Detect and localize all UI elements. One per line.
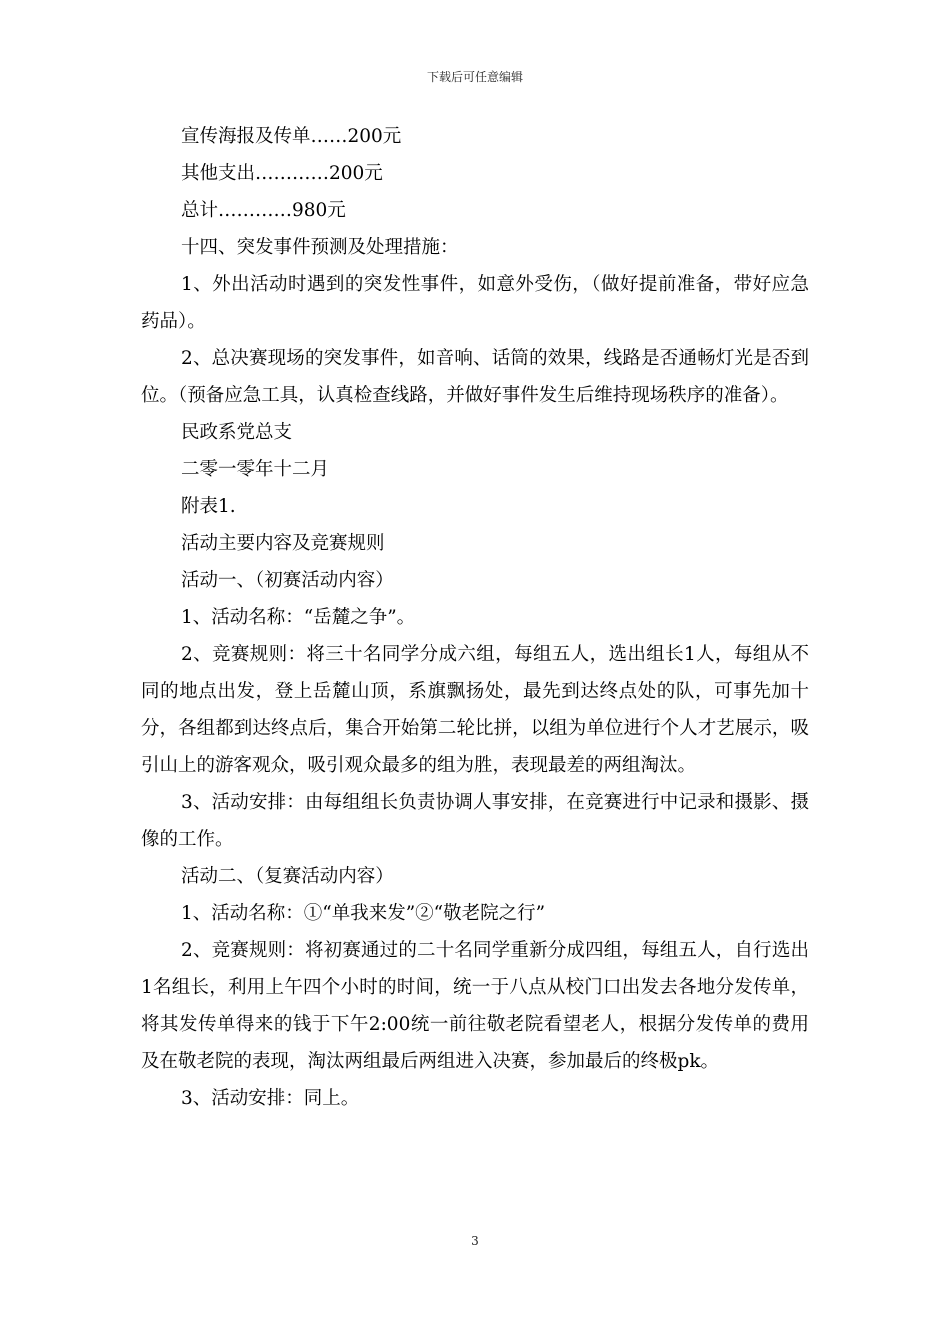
budget-line-other: 其他支出…………200元: [181, 163, 383, 184]
page-header: 下载后可任意编辑: [426, 70, 523, 84]
budget-line-total: 总计…………980元: [181, 200, 346, 221]
document-body: [141, 118, 809, 1117]
activity-one-name: 1、活动名称：“岳麓之争”。: [181, 607, 416, 628]
appendix-label: 附表1.: [181, 496, 236, 517]
signature-organization: 民政系党总支: [181, 422, 293, 443]
activity-two-arrangement: 3、活动安排：同上。: [181, 1088, 360, 1109]
emergency-item-2: 2、总决赛现场的突发事件，如音响、话筒的效果，线路是否通畅灯光是否到位。（预备应急工具，认真检查线路，并做好事件发生后维持现场秩序的准备）。: [141, 348, 809, 406]
activity-one-heading: 活动一、（初赛活动内容）: [181, 570, 394, 591]
activity-two-rules: 2、竞赛规则：将初赛通过的二十名同学重新分成四组，每组五人，自行选出1名组长，利用上午四个小时的时间，统一于八点从校门口出发去各地分发传单，将其发传单得来的钱于下午2:00统一前往敬老院看望老人，根据分发传单的费用及在敬老院的表现，淘汰两组最后两组进入决赛，参加最后的终极pk。: [141, 940, 809, 1072]
emergency-item-1: 1、外出活动时遇到的突发性事件，如意外受伤，（做好提前准备，带好应急药品）。: [141, 274, 809, 332]
budget-line-posters: 宣传海报及传单……200元: [181, 126, 402, 147]
activity-two-heading: 活动二、（复赛活动内容）: [181, 866, 394, 887]
page-number: 3: [471, 1234, 479, 1248]
section-heading-emergency: 十四、突发事件预测及处理措施：: [181, 237, 459, 258]
signature-date: 二零一零年十二月: [181, 459, 330, 480]
activity-one-rules: 2、竞赛规则：将三十名同学分成六组，每组五人，选出组长1人，每组从不同的地点出发，登上岳麓山顶，系旗飘扬处，最先到达终点处的队，可事先加十分，各组都到达终点后，集合开始第二轮比拼，以组为单位进行个人才艺展示，吸引山上的游客观众，吸引观众最多的组为胜，表现最差的两组淘汰。: [141, 644, 809, 776]
activity-one-arrangement: 3、活动安排：由每组组长负责协调人事安排，在竞赛进行中记录和摄影、摄像的工作。: [141, 792, 809, 850]
appendix-title: 活动主要内容及竞赛规则: [181, 533, 385, 554]
activity-two-name: 1、活动名称：①“单我来发”②“敬老院之行”: [181, 903, 546, 924]
